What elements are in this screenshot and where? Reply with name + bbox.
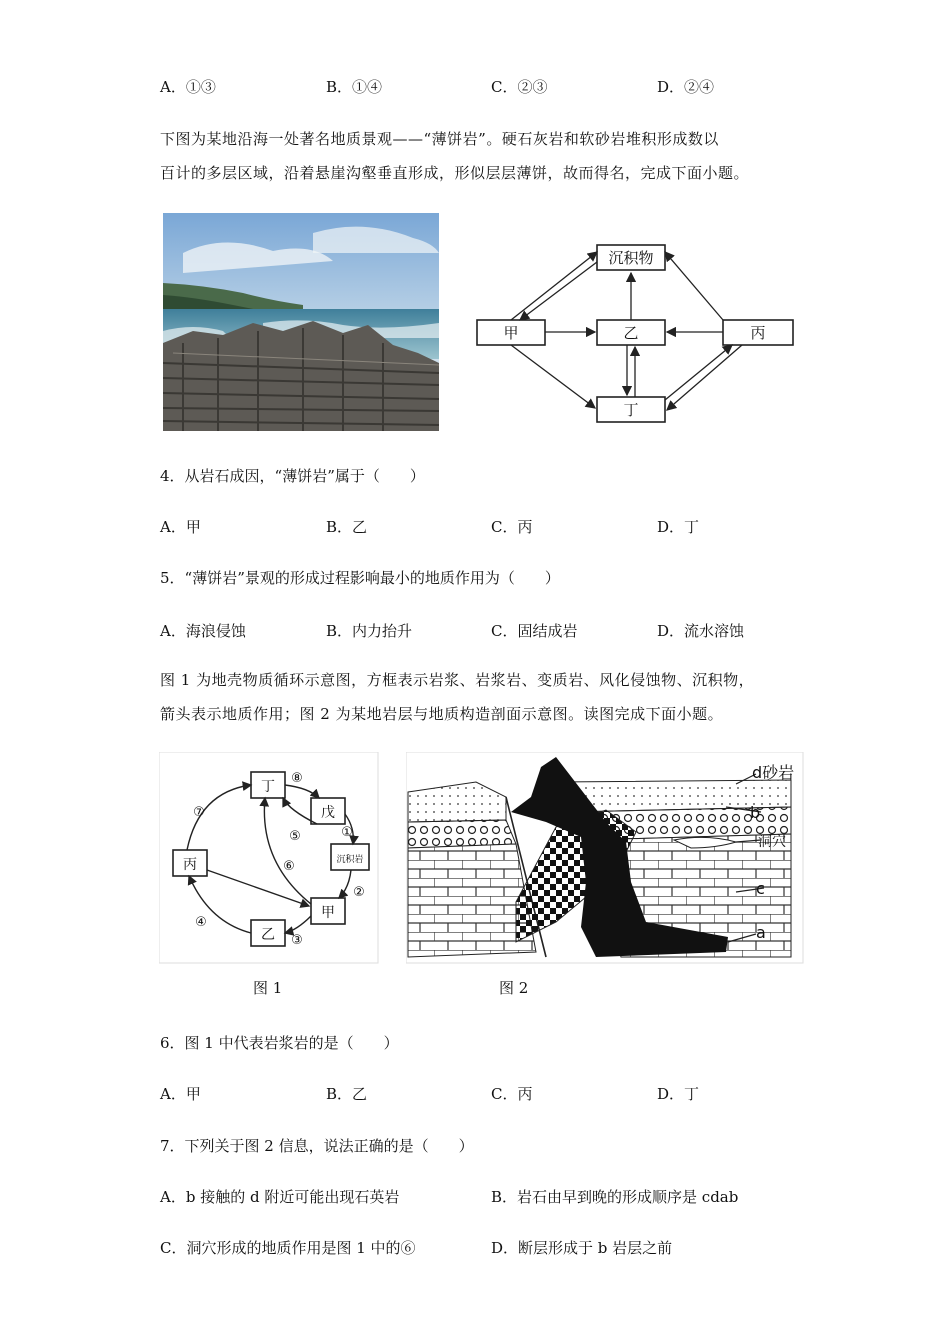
q4-stem: 4．从岩石成因，“薄饼岩”属于（ ） xyxy=(160,467,425,485)
q6-stem: 6．图 1 中代表岩浆岩的是（ ） xyxy=(160,1034,399,1052)
fig1-arrow-6: ⑥ xyxy=(283,859,295,874)
label-yi: 乙 xyxy=(623,324,639,342)
fig1-box-ding: 丁 xyxy=(261,779,275,795)
fig1-arrow-1: ① xyxy=(341,825,353,840)
fig2-label-cave: 洞穴 xyxy=(758,834,786,850)
fig1-caption: 图 1 xyxy=(253,979,283,997)
fig1-box-yi: 乙 xyxy=(261,927,275,943)
intro-paragraph-2 xyxy=(160,663,800,731)
fig1-arrow-3: ③ xyxy=(291,933,303,948)
q7-option-c[interactable]: C．洞穴形成的地质作用是图 1 中的⑥ xyxy=(160,1239,416,1257)
q6-option-b[interactable]: B．乙 xyxy=(326,1085,368,1103)
q4-option-d[interactable]: D．丁 xyxy=(657,518,700,536)
fig1-box-bing: 丙 xyxy=(183,857,197,873)
q3-option-b[interactable]: B．①④ xyxy=(326,78,383,96)
intro-paragraph-1 xyxy=(160,122,800,190)
q7-stem: 7．下列关于图 2 信息，说法正确的是（ ） xyxy=(160,1137,474,1155)
q6-option-d[interactable]: D．丁 xyxy=(657,1085,700,1103)
fig1-box-chenjiyan: 沉积岩 xyxy=(336,855,364,865)
fig1-arrow-2: ② xyxy=(353,885,365,900)
q5-option-c[interactable]: C．固结成岩 xyxy=(491,622,578,640)
intro1-line1: 下图为某地沿海一处著名地质景观——“薄饼岩”。硬石灰岩和软砂岩堆积形成数以 xyxy=(160,130,719,148)
label-jia: 甲 xyxy=(503,324,519,342)
figure-1-crust-cycle xyxy=(159,752,379,964)
fig1-box-wu: 戊 xyxy=(321,805,335,821)
q5-stem: 5．“薄饼岩”景观的形成过程影响最小的地质作用为（ ） xyxy=(160,569,560,587)
q7-option-d[interactable]: D．断层形成于 b 岩层之前 xyxy=(491,1239,673,1257)
q5-option-d[interactable]: D．流水溶蚀 xyxy=(657,622,745,640)
q5-option-b[interactable]: B．内力抬升 xyxy=(326,622,413,640)
rock-cycle-diagram xyxy=(470,240,800,430)
q6-option-c[interactable]: C．丙 xyxy=(491,1085,533,1103)
q3-option-d[interactable]: D．②④ xyxy=(657,78,715,96)
fig1-arrow-7: ⑦ xyxy=(193,805,205,820)
fig1-arrow-5: ⑤ xyxy=(289,829,301,844)
intro1-line2: 百计的多层区域，沿着悬崖沟壑垂直形成，形似层层薄饼，故而得名，完成下面小题。 xyxy=(160,164,750,182)
label-sediment: 沉积物 xyxy=(608,249,654,267)
q5-option-a[interactable]: A．海浪侵蚀 xyxy=(160,622,246,640)
q6-option-a[interactable]: A．甲 xyxy=(160,1085,201,1103)
fig2-label-a: a xyxy=(756,923,766,942)
fig2-label-d: d砂岩 xyxy=(752,763,795,782)
q4-option-c[interactable]: C．丙 xyxy=(491,518,533,536)
intro2-line1: 图 1 为地壳物质循环示意图，方框表示岩浆、岩浆岩、变质岩、风化侵蚀物、沉积物， xyxy=(160,671,755,689)
q3-option-a[interactable]: A．①③ xyxy=(160,78,216,96)
fig1-arrow-4: ④ xyxy=(195,915,207,930)
q3-option-c[interactable]: C．②③ xyxy=(491,78,548,96)
q7-option-b[interactable]: B．岩石由早到晚的形成顺序是 cdab xyxy=(491,1188,739,1206)
q4-option-a[interactable]: A．甲 xyxy=(160,518,201,536)
pancake-rocks-photo xyxy=(163,213,439,431)
q4-option-b[interactable]: B．乙 xyxy=(326,518,368,536)
intro2-line2: 箭头表示地质作用；图 2 为某地岩层与地质构造剖面示意图。读图完成下面小题。 xyxy=(160,705,724,723)
fig1-arrow-8: ⑧ xyxy=(291,771,303,786)
q7-option-a[interactable]: A．b 接触的 d 附近可能出现石英岩 xyxy=(160,1188,400,1206)
label-bing: 丙 xyxy=(750,324,766,342)
fig1-box-jia: 甲 xyxy=(321,905,335,921)
fig2-label-c: c xyxy=(756,879,765,898)
fig2-label-b: b xyxy=(750,803,761,822)
label-ding: 丁 xyxy=(623,401,639,419)
figure-2-rock-profile xyxy=(406,752,804,964)
fig2-caption: 图 2 xyxy=(499,979,529,997)
